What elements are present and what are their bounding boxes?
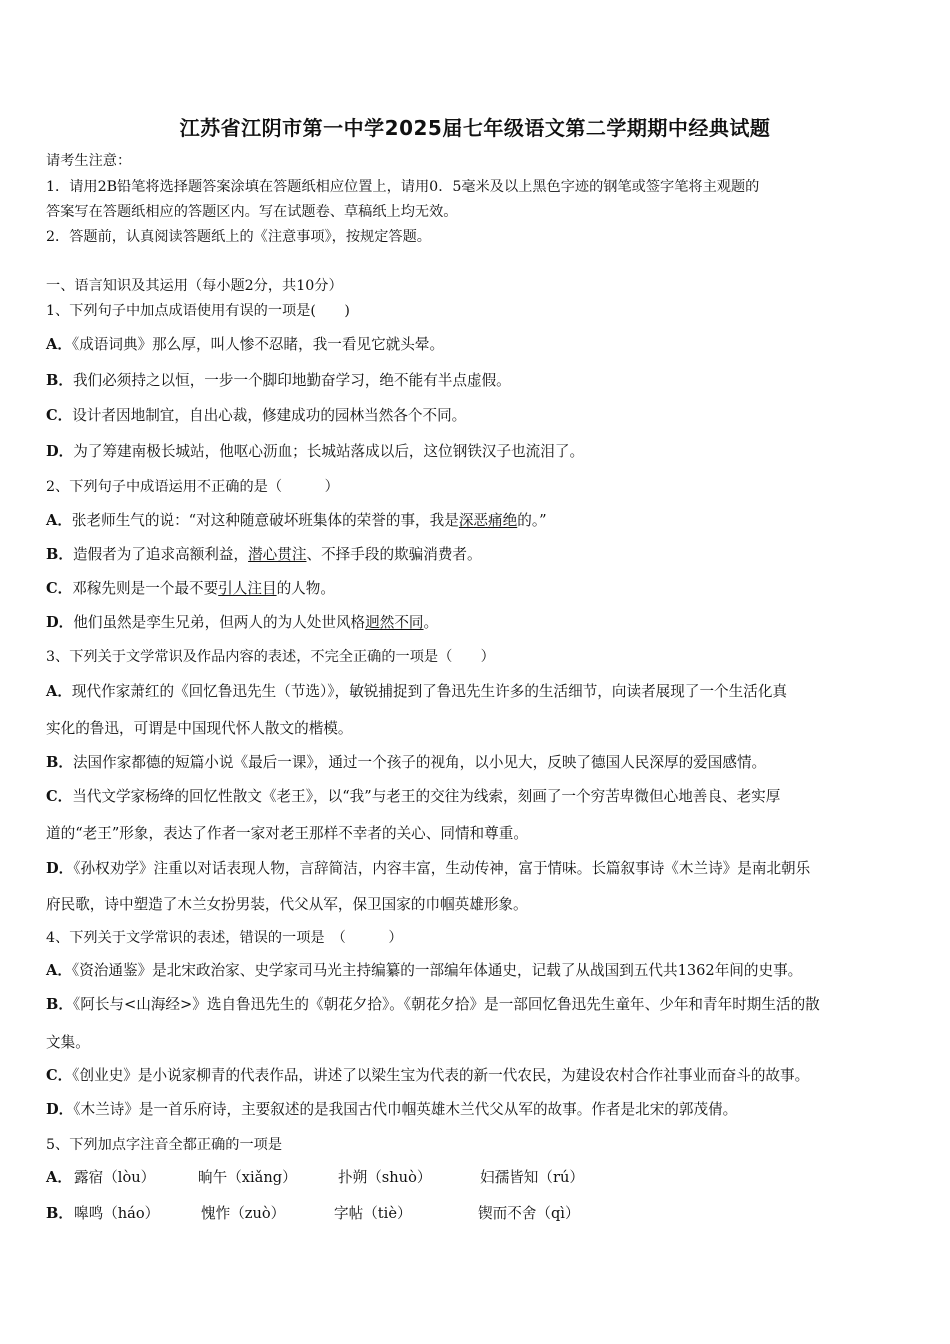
option-text: 《资治通鉴》是北宋政治家、史学家司马光主持编纂的一部编年体通史，记载了从战国到五代共1362年间的史事。	[71, 962, 803, 979]
option-label: C．	[46, 580, 73, 597]
pinyin-item: 锲而不舍（qì）	[478, 1205, 580, 1222]
option-text: 。	[423, 614, 439, 631]
option-text: 他们虽然是孪生兄弟，但两人的为人处世风格	[73, 614, 366, 631]
pinyin-item: 愧怍（zuò）	[201, 1205, 286, 1222]
option-text: 法国作家都德的短篇小说《最后一课》，通过一个孩子的视角，以小见大，反映了德国人民深厚的爱国感情。	[72, 754, 767, 771]
option-label: D．	[46, 860, 74, 877]
option-label: C．	[46, 1067, 73, 1084]
pinyin-item: 嗥鸣（háo）	[74, 1205, 160, 1222]
q4-option-c	[46, 1067, 809, 1085]
q2-option-a	[46, 512, 547, 530]
option-text: 《成语词典》那么厚，叫人惨不忍睹，我一看见它就头晕。	[71, 336, 445, 353]
option-text: 邓稼先则是一个最不要	[72, 580, 219, 597]
q3-option-c-cont: 道的“老王”形象，表达了作者一家对老王那样不幸者的关心、同情和尊重。	[46, 825, 528, 842]
notice-line-2: 答案写在答题纸相应的答题区内。写在试题卷、草稿纸上均无效。	[46, 204, 458, 220]
q4-option-d	[46, 1101, 737, 1119]
option-label: B．	[46, 1205, 73, 1222]
pinyin-item: 晌午（xiǎng）	[198, 1169, 297, 1186]
option-text: 的。”	[517, 512, 547, 529]
q2-option-b	[46, 546, 482, 564]
q2-stem: 2、下列句子中成语运用不正确的是（ ）	[46, 479, 339, 495]
option-text: 设计者因地制宜，自出心裁，修建成功的园林当然各个不同。	[72, 407, 467, 424]
pinyin-item: 扑朔（shuò）	[338, 1169, 432, 1186]
pinyin-item: 露宿（lòu）	[74, 1169, 156, 1186]
q4-option-b-cont: 文集。	[46, 1034, 90, 1051]
q3-option-b	[46, 754, 766, 772]
option-label: A．	[46, 683, 72, 700]
option-label: B．	[46, 546, 73, 563]
q4-stem: 4、下列关于文学常识的表述，错误的一项是 （ ）	[46, 930, 403, 946]
option-label: B．	[46, 372, 73, 389]
q4-option-b	[46, 996, 820, 1014]
option-label: B．	[46, 996, 73, 1013]
option-text: 张老师生气的说：“对这种随意破坏班集体的荣誉的事，我是	[71, 512, 459, 529]
option-label: D．	[46, 1101, 74, 1118]
q1-option-b	[46, 372, 511, 390]
option-label: C．	[46, 788, 73, 805]
option-text: 《孙权劝学》注重以对话表现人物，言辞简洁，内容丰富，生动传神，富于情味。长篇叙事诗《木兰诗》是南北朝乐	[73, 860, 811, 877]
q2-option-d	[46, 614, 438, 632]
option-label: A．	[46, 962, 72, 979]
underlined-idiom: 引人注目	[218, 580, 277, 597]
q5-stem: 5、下列加点字注音全都正确的一项是	[46, 1137, 283, 1153]
option-label: B．	[46, 754, 73, 771]
option-text: 的人物。	[276, 580, 335, 597]
option-label: C．	[46, 407, 73, 424]
option-text: 《阿长与<山海经>》选自鲁迅先生的《朝花夕拾》。《朝花夕拾》是一部回忆鲁迅先生童年、少年和青年时期生活的散	[72, 996, 820, 1013]
q3-option-d-cont: 府民歌，诗中塑造了木兰女扮男装，代父从军，保卫国家的巾帼英雄形象。	[46, 896, 528, 913]
pinyin-item: 妇孺皆知（rú）	[480, 1169, 584, 1186]
q2-option-c	[46, 580, 335, 598]
option-label: A．	[46, 336, 72, 353]
notice-line-3: 2．答题前，认真阅读答题纸上的《注意事项》，按规定答题。	[46, 229, 431, 245]
q3-stem: 3、下列关于文学常识及作品内容的表述，不完全正确的一项是（ ）	[46, 649, 495, 665]
q3-option-c	[46, 788, 780, 806]
option-label: A．	[46, 512, 72, 529]
notice-heading: 请考生注意：	[46, 153, 132, 169]
q5-option-b	[46, 1205, 580, 1223]
underlined-idiom: 深恶痛绝	[458, 512, 518, 529]
option-label: A．	[46, 1169, 72, 1186]
option-text: 造假者为了追求高额利益，	[72, 546, 249, 563]
option-text: 当代文学家杨绛的回忆性散文《老王》，以“我”与老王的交往为线索，刻画了一个穷苦卑微但心地善良、老实厚	[72, 788, 781, 805]
q1-stem: 1、下列句子中加点成语使用有误的一项是( )	[46, 303, 350, 319]
page-title: 江苏省江阴市第一中学2025届七年级语文第二学期期中经典试题	[179, 116, 771, 140]
option-text: 现代作家萧红的《回忆鲁迅先生（节选）》，敏锐捕捉到了鲁迅先生许多的生活细节，向读者展现了一个生活化真	[71, 683, 788, 700]
option-text: 《木兰诗》是一首乐府诗，主要叙述的是我国古代巾帼英雄木兰代父从军的故事。作者是北宋的郭茂倩。	[73, 1101, 738, 1118]
q1-option-a	[46, 336, 444, 354]
q4-option-a	[46, 962, 802, 980]
pinyin-item: 字帖（tiè）	[334, 1205, 412, 1222]
q3-option-d	[46, 860, 810, 878]
q3-option-a	[46, 683, 787, 701]
option-label: D．	[46, 443, 74, 460]
option-text: 、不择手段的欺骗消费者。	[306, 546, 482, 563]
section-heading: 一、语言知识及其运用（每小题2分，共10分）	[46, 278, 343, 294]
notice-line-1: 1．请用2B铅笔将选择题答案涂填在答题纸相应位置上，请用0．5毫米及以上黑色字迹的钢笔或签字笔将主观题的	[46, 179, 760, 195]
underlined-idiom: 迥然不同	[365, 614, 424, 631]
option-text: 《创业史》是小说家柳青的代表作品，讲述了以梁生宝为代表的新一代农民，为建设农村合作社事业而奋斗的故事。	[72, 1067, 810, 1084]
option-text: 为了筹建南极长城站，他呕心沥血；长城站落成以后，这位钢铁汉子也流泪了。	[73, 443, 585, 460]
q1-option-d	[46, 443, 584, 461]
option-text: 我们必须持之以恒，一步一个脚印地勤奋学习，绝不能有半点虚假。	[72, 372, 511, 389]
q3-option-a-cont: 实化的鲁迅，可谓是中国现代怀人散文的楷模。	[46, 720, 353, 737]
option-label: D．	[46, 614, 74, 631]
q1-option-c	[46, 407, 466, 425]
underlined-idiom: 潜心贯注	[248, 546, 307, 563]
q5-option-a	[46, 1169, 584, 1187]
